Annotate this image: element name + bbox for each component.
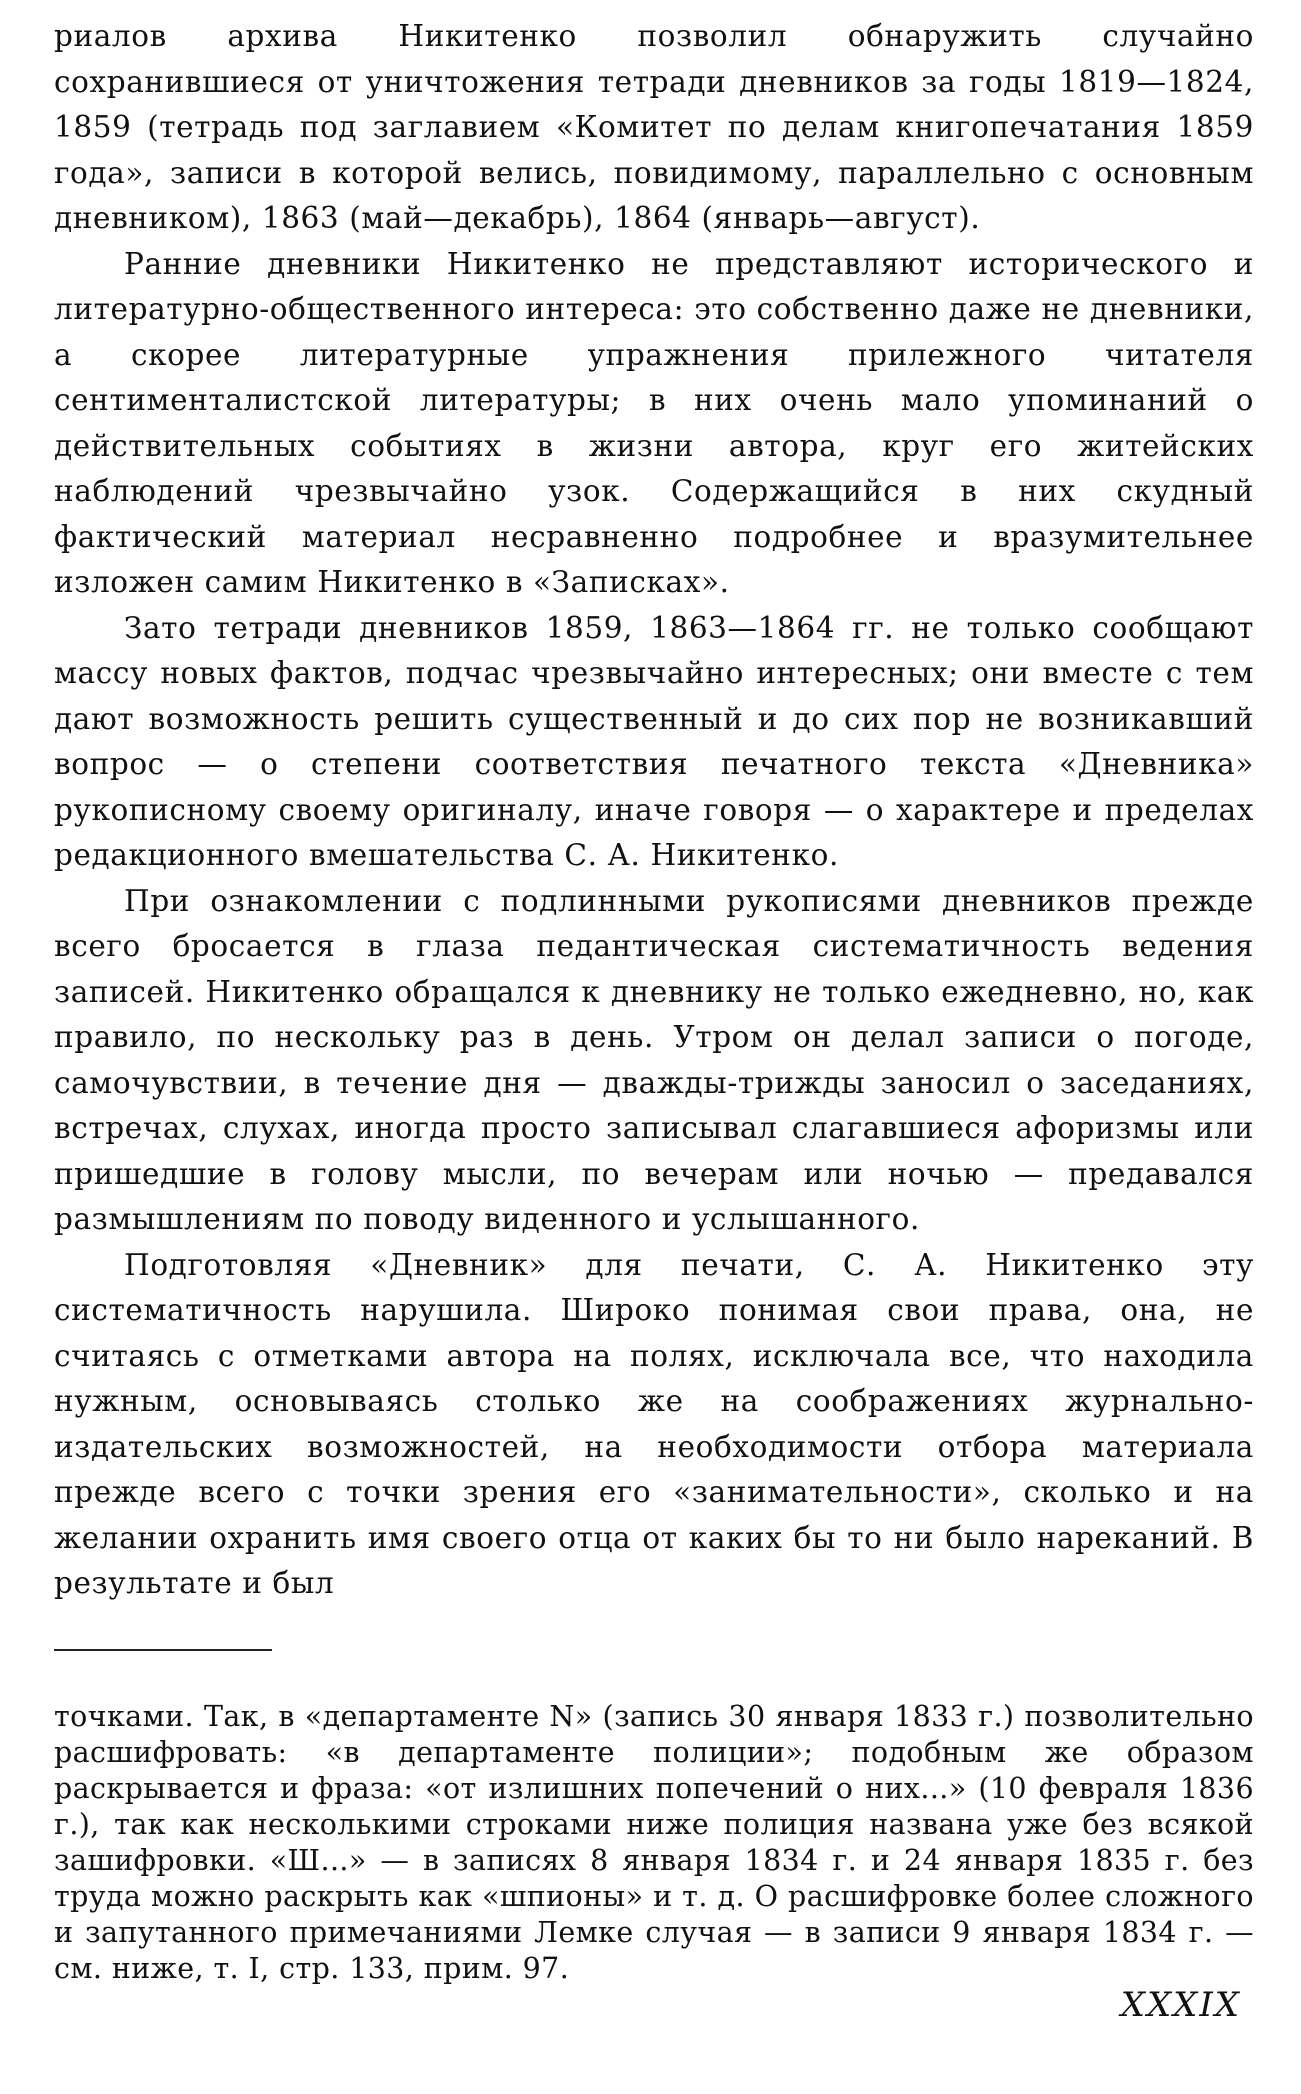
paragraph-1: риалов архива Никитенко позволил обнаружить случайно сохранившиеся от уничтожения тетради дневников за годы 1819—1824, 1859 (тетрадь под заглавием «Комитет по делам книгопечатания 1859 года», записи в которой велись, повидимому, параллельно с основным дневником), 1863 (май—декабрь), 1864 (январь—август).: [54, 19, 1254, 235]
footnote: [54, 1699, 1254, 1987]
paragraph-5: Подготовляя «Дневник» для печати, С. А. Никитенко эту систематичность нарушила. Широко понимая свои права, она, не считаясь с отметками автора на полях, исключала все, что находила нужным, основываясь столько же на соображениях журнально-издательских возможностей, на необходимости отбора материала прежде всего с точки зрения его «занимательности», сколько и на желании охранить имя своего отца от каких бы то ни было нареканий. В результате и был: [54, 1247, 1254, 1600]
document-page: [54, 14, 1254, 1987]
paragraph-3: Зато тетради дневников 1859, 1863—1864 гг. не только сообщают массу новых фактов, подчас чрезвычайно интересных; они вместе с тем дают возможность решить существенный и до сих пор не возникавший вопрос — о степени соответствия печатного текста «Дневника» рукописному своему оригиналу, иначе говоря — о характере и пределах редакционного вмешательства С. А. Никитенко.: [54, 610, 1254, 872]
footnote-text: точками. Так, в «департаменте N» (запись 30 января 1833 г.) позволительно расшифровать: «в департаменте полиции»; подобным же образом раскрывается и фраза: «от излишних попечений о них...» (10 февраля 1836 г.), так как несколькими строками ниже полиция названа уже без всякой зашифровки. «Ш...» — в записях 8 января 1834 г. и 24 января 1835 г. без труда можно раскрыть как «шпионы» и т. д. О расшифровке более сложного и запутанного примечаниями Лемке случая — в записи 9 января 1834 г. — см. ниже, т. I, стр. 133, прим. 97.: [54, 1699, 1254, 1985]
main-text: [54, 14, 1254, 1607]
paragraph-4: При ознакомлении с подлинными рукописями дневников прежде всего бросается в глаза педантическая систематичность ведения записей. Никитенко обращался к дневнику не только ежедневно, но, как правило, по нескольку раз в день. Утром он делал записи о погоде, самочувствии, в течение дня — дважды-трижды заносил о заседаниях, встречах, слухах, иногда просто записывал слагавшиеся афоризмы или пришедшие в голову мысли, по вечерам или ночью — предавался размышлениям по поводу виденного и услышанного.: [54, 883, 1254, 1236]
footnote-divider: [54, 1649, 272, 1651]
paragraph-2: Ранние дневники Никитенко не представляют исторического и литературно-общественного интереса: это собственно даже не дневники, а скорее литературные упражнения прилежного читателя сентименталистской литературы; в них очень мало упоминаний о действительных событиях в жизни автора, круг его житейских наблюдений чрезвычайно узок. Содержащийся в них скудный фактический материал несравненно подробнее и вразумительнее изложен самим Никитенко в «Записках».: [54, 246, 1254, 599]
page-number: XXXIX: [1120, 1985, 1241, 2025]
